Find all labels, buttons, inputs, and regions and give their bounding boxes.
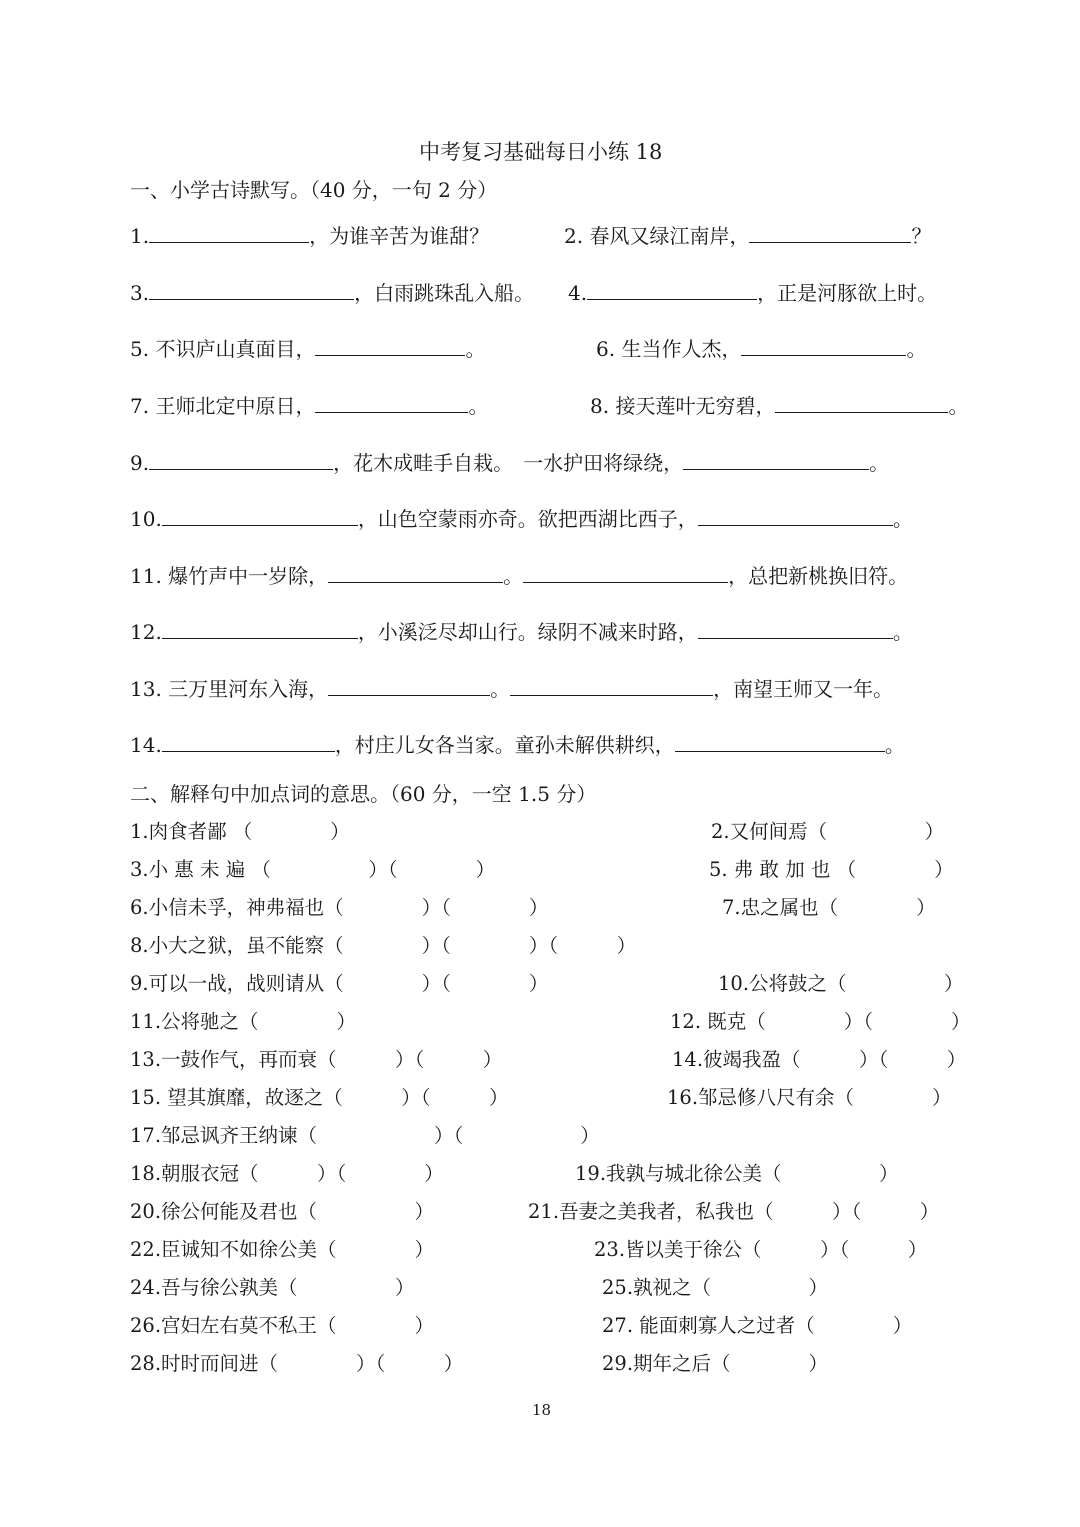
answer-blank[interactable] — [698, 620, 893, 639]
item-12: 12. 既克（ ）（ ） — [670, 1010, 971, 1033]
answer-blank[interactable] — [162, 507, 358, 526]
section1-heading: 一、小学古诗默写。（40 分，一句 2 分） — [130, 178, 498, 202]
question-7: 7. 王师北定中原日， 。 — [130, 394, 489, 418]
question-12: 12. ，小溪泛尽却山行。绿阴不减来时路， 。 — [130, 620, 913, 644]
answer-blank[interactable] — [741, 337, 906, 356]
question-13: 13. 三万里河东入海， 。 ，南望王师又一年。 — [130, 677, 894, 701]
answer-blank[interactable] — [315, 394, 468, 413]
item-16: 16.邹忌修八尺有余（ ） — [667, 1086, 952, 1109]
item-14: 14.彼竭我盈（ ）（ ） — [672, 1048, 967, 1071]
answer-blank[interactable] — [683, 451, 869, 470]
item-3: 3.小 惠 未 遍 （ ）（ ） — [130, 858, 496, 881]
item-10: 10.公将鼓之（ ） — [718, 972, 964, 995]
page-number: 18 — [532, 1401, 552, 1419]
answer-blank[interactable] — [510, 677, 713, 696]
item-5: 5. 弗 敢 加 也 （ ） — [709, 858, 954, 881]
item-15: 15. 望其旗靡，故逐之（ ）（ ） — [130, 1086, 509, 1109]
question-6: 6. 生当作人杰， 。 — [596, 337, 927, 361]
answer-blank[interactable] — [775, 394, 948, 413]
answer-blank[interactable] — [149, 224, 309, 243]
answer-blank[interactable] — [162, 620, 358, 639]
answer-blank[interactable] — [675, 733, 885, 752]
item-11: 11.公将驰之（ ） — [130, 1010, 357, 1033]
item-28: 28.时时而间进（ ）（ ） — [130, 1352, 464, 1375]
item-6: 6.小信未孚，神弗福也（ ）（ ） — [130, 896, 549, 919]
question-14: 14. ，村庄儿女各当家。童孙未解供耕织， 。 — [130, 733, 905, 757]
page-title: 中考复习基础每日小练 18 — [419, 140, 663, 164]
answer-blank[interactable] — [149, 451, 333, 470]
question-10: 10. ，山色空蒙雨亦奇。欲把西湖比西子， 。 — [130, 507, 913, 531]
item-9: 9.可以一战，战则请从（ ）（ ） — [130, 972, 549, 995]
item-25: 25.孰视之（ ） — [602, 1276, 829, 1299]
question-11: 11. 爆竹声中一岁除， 。 ，总把新桃换旧符。 — [130, 564, 909, 588]
section2-heading: 二、解释句中加点词的意思。（60 分，一空 1.5 分） — [130, 782, 597, 806]
item-20: 20.徐公何能及君也（ ） — [130, 1200, 435, 1223]
item-8: 8.小大之狱，虽不能察（ ）（ ）（ ） — [130, 934, 637, 957]
answer-blank[interactable] — [698, 507, 893, 526]
item-2: 2.又何间焉（ ） — [711, 820, 945, 843]
item-22: 22.臣诚知不如徐公美（ ） — [130, 1238, 435, 1261]
answer-blank[interactable] — [328, 677, 490, 696]
item-26: 26.宫妇左右莫不私王（ ） — [130, 1314, 435, 1337]
item-1: 1.肉食者鄙 （ ） — [130, 820, 350, 843]
answer-blank[interactable] — [587, 281, 757, 300]
question-3: 3. ，白雨跳珠乱入船。 — [130, 281, 535, 305]
item-7: 7.忠之属也（ ） — [722, 896, 936, 919]
question-9: 9. ，花木成畦手自栽。 一水护田将绿绕， 。 — [130, 451, 890, 475]
question-4: 4. ，正是河豚欲上时。 — [568, 281, 938, 305]
answer-blank[interactable] — [523, 564, 728, 583]
item-29: 29.期年之后（ ） — [602, 1352, 829, 1375]
answer-blank[interactable] — [749, 224, 911, 243]
item-13: 13.一鼓作气，再而衰（ ）（ ） — [130, 1048, 503, 1071]
item-19: 19.我孰与城北徐公美（ ） — [575, 1162, 899, 1185]
item-27: 27. 能面刺寡人之过者（ ） — [602, 1314, 913, 1337]
question-2: 2. 春风又绿江南岸， ？ — [564, 224, 932, 248]
question-5: 5. 不识庐山真面目， 。 — [130, 337, 486, 361]
question-1: 1. ，为谁辛苦为谁甜？ — [130, 224, 490, 248]
item-21: 21.吾妻之美我者，私我也（ ）（ ） — [528, 1200, 940, 1223]
question-8: 8. 接天莲叶无穷碧， 。 — [590, 394, 969, 418]
item-23: 23.皆以美于徐公（ ）（ ） — [594, 1238, 928, 1261]
answer-blank[interactable] — [315, 337, 465, 356]
answer-blank[interactable] — [162, 733, 335, 752]
item-18: 18.朝服衣冠（ ）（ ） — [130, 1162, 444, 1185]
item-24: 24.吾与徐公孰美（ ） — [130, 1276, 415, 1299]
item-17: 17.邹忌讽齐王纳谏（ ）（ ） — [130, 1124, 600, 1147]
answer-blank[interactable] — [328, 564, 503, 583]
answer-blank[interactable] — [149, 281, 354, 300]
